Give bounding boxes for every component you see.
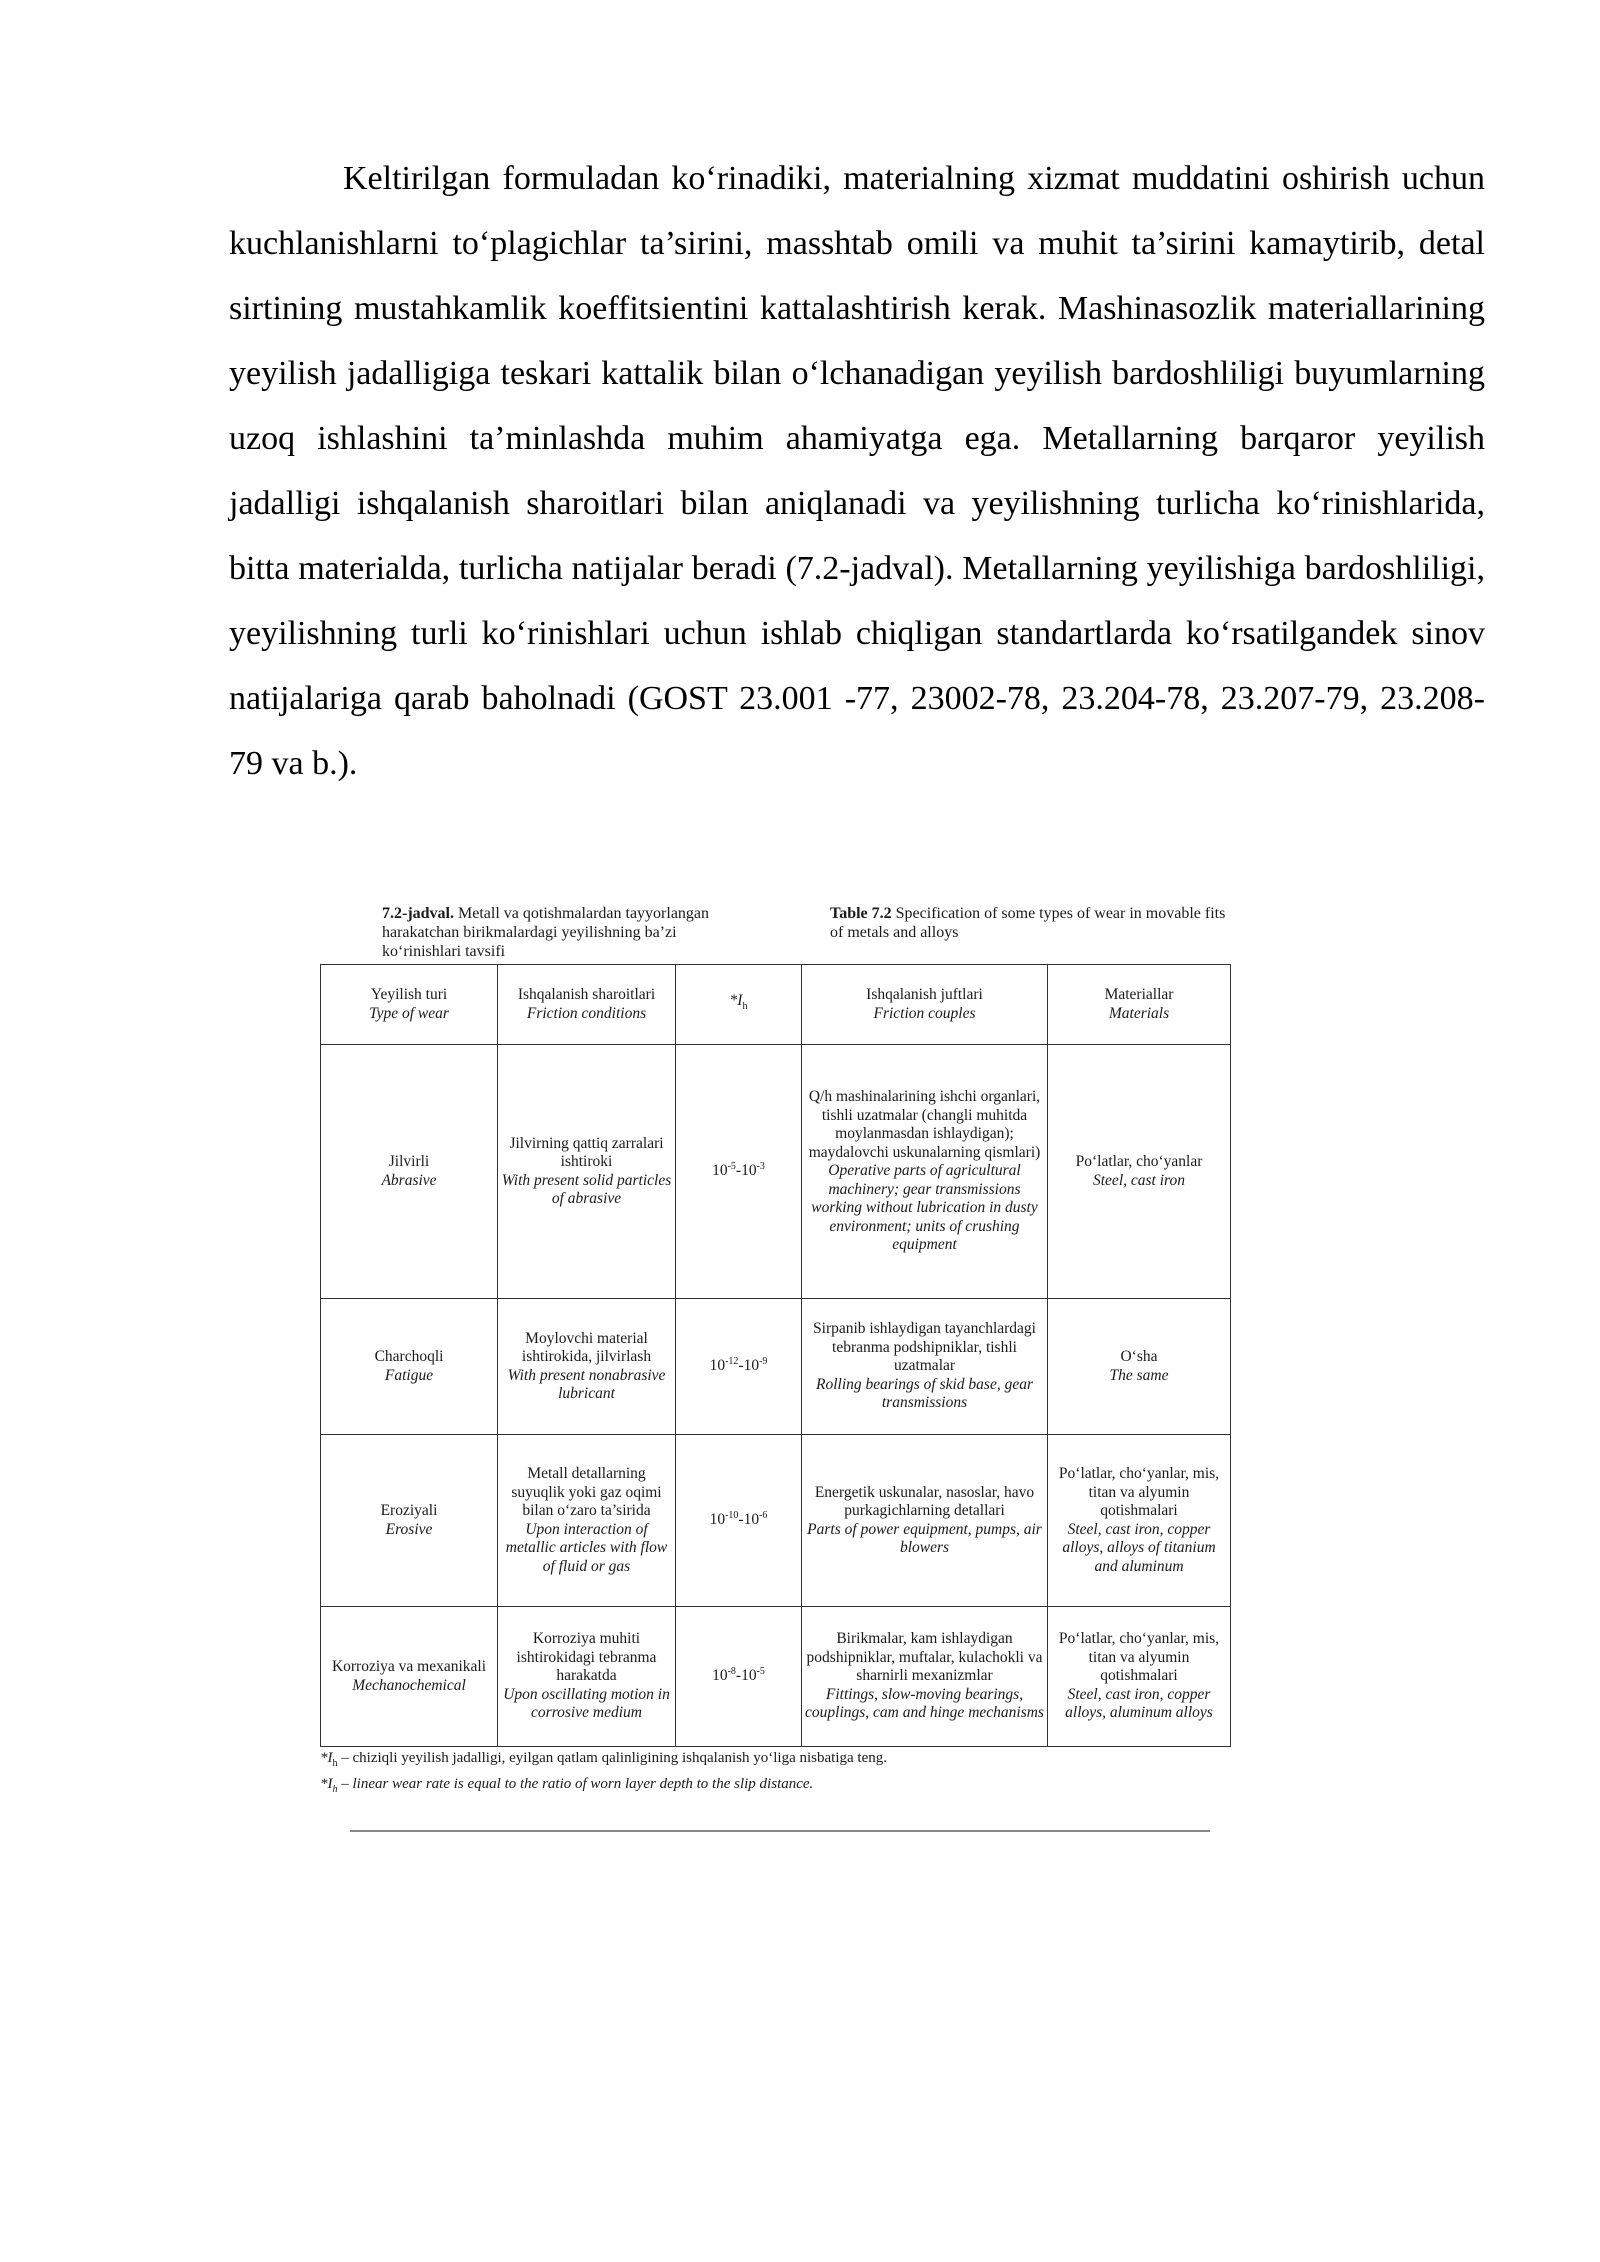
rate-base-1: 10 — [709, 1357, 726, 1375]
table-row — [321, 1435, 1231, 1607]
cell-conditions — [498, 1299, 676, 1435]
table-captions — [320, 904, 1230, 964]
table-row — [321, 1299, 1231, 1435]
couples-en: Parts of power equipment, pumps, air blowers — [807, 1520, 1042, 1556]
type-en: Mechanochemical — [352, 1676, 466, 1694]
type-uz: Eroziyali — [380, 1502, 438, 1519]
header-couples-uz: Ishqalanish juftlari — [866, 986, 983, 1003]
conditions-uz: Korroziya muhiti ishtirokidagi tebranma harakatda — [516, 1630, 657, 1685]
type-en: Fatigue — [384, 1366, 434, 1384]
header-conditions — [498, 965, 676, 1045]
header-rate-symbol: *I — [729, 992, 743, 1010]
materials-en: Steel, cast iron — [1093, 1171, 1185, 1189]
cell-conditions — [498, 1045, 676, 1299]
cell-couples — [802, 1435, 1048, 1607]
header-conditions-en: Friction conditions — [526, 1004, 647, 1022]
cell-couples — [802, 1607, 1048, 1747]
type-en: Erosive — [385, 1520, 433, 1538]
type-en: Abrasive — [381, 1171, 437, 1189]
caption-uzbek-text: Metall va qotishmalardan tayyorlangan harakatchan birikmalardagi yeyilishning ba’zi ko‘rinishlari tavsifi — [382, 905, 710, 960]
couples-en: Fittings, slow-moving bearings, couplings, cam and hinge mechanisms — [805, 1685, 1044, 1722]
conditions-en: Upon oscillating motion in corrosive medium — [503, 1685, 670, 1722]
footnote-uzbek — [320, 1748, 1230, 1774]
type-uz: Korroziya va mexanikali — [331, 1658, 487, 1675]
caption-uzbek-label: 7.2-jadval. — [382, 905, 454, 922]
header-materials-uz: Materiallar — [1104, 986, 1174, 1003]
rate-base-2: -10 — [735, 1162, 757, 1180]
header-conditions-uz: Ishqalanish sharoitlari — [517, 986, 656, 1003]
table-footnote — [320, 1748, 1230, 1800]
header-materials-en: Materials — [1108, 1004, 1170, 1022]
rate-exp-2: -9 — [759, 1356, 768, 1368]
header-type-uz: Yeyilish turi — [370, 986, 448, 1003]
rate-base-2: -10 — [735, 1667, 757, 1685]
footnote-en-text: – linear wear rate is equal to the ratio of worn layer depth to the slip distance. — [337, 1776, 814, 1792]
footnote-english — [320, 1774, 1230, 1800]
cell-wear-rate — [676, 1607, 802, 1747]
conditions-uz: Metall detallarning suyuqlik yoki gaz oqimi bilan o‘zaro ta’sirida — [511, 1465, 662, 1519]
table-row — [321, 1607, 1231, 1747]
cell-materials — [1048, 1299, 1231, 1435]
cell-wear-rate — [676, 1435, 802, 1607]
type-uz: Charchoqli — [374, 1348, 444, 1365]
cell-materials — [1048, 1045, 1231, 1299]
table-header-row — [321, 965, 1231, 1045]
conditions-uz: Jilvirning qattiq zarralari ishtiroki — [509, 1134, 664, 1170]
cell-couples — [802, 1299, 1048, 1435]
materials-uz: Po‘latlar, cho‘yanlar, mis, titan va alyumin qotishmalari — [1058, 1465, 1220, 1519]
table-figure — [320, 904, 1230, 1832]
header-type-en: Type of wear — [369, 1004, 449, 1022]
materials-uz: Po‘latlar, cho‘yanlar — [1075, 1153, 1203, 1170]
footnote-uz-symbol: *I — [320, 1750, 333, 1766]
conditions-en: With present solid particles of abrasive — [501, 1171, 672, 1207]
cell-type — [321, 1045, 498, 1299]
rate-base-2: -10 — [738, 1511, 760, 1529]
rate-exp-1: -8 — [727, 1666, 736, 1678]
rate-exp-2: -6 — [759, 1510, 768, 1522]
cell-type — [321, 1435, 498, 1607]
materials-en: The same — [1109, 1366, 1169, 1384]
cell-wear-rate — [676, 1045, 802, 1299]
cell-conditions — [498, 1607, 676, 1747]
cell-type — [321, 1607, 498, 1747]
header-type — [321, 965, 498, 1045]
caption-english-text: Specification of some types of wear in movable fits of metals and alloys — [830, 905, 1226, 941]
couples-uz: Q/h mashinalarining ishchi organlari, tishli uzatmalar (changli muhitda moylanmasdan ishlaydigan); maydalovchi uskunalarning qismlari) — [808, 1088, 1041, 1161]
footnote-en-subscript: h — [332, 1784, 338, 1795]
couples-uz: Birikmalar, kam ishlaydigan podshipniklar, muftalar, kulachokli va sharnirli mexanizmlar — [806, 1630, 1043, 1685]
couples-uz: Energetik uskunalar, nasoslar, havo purkagichlarning detallari — [814, 1483, 1035, 1519]
couples-uz: Sirpanib ishlaydigan tayanchlardagi tebranma podshipniklar, tishli uzatmalar — [813, 1320, 1036, 1375]
couples-en: Operative parts of agricultural machinery; gear transmissions working without lubrication in dusty environment; units of crushing equipment — [811, 1162, 1038, 1254]
couples-en: Rolling bearings of skid base, gear transmissions — [816, 1375, 1033, 1412]
cell-conditions — [498, 1435, 676, 1607]
rate-exp-2: -3 — [756, 1161, 765, 1173]
footnote-en-symbol: *I — [320, 1776, 333, 1792]
header-wear-rate — [676, 965, 802, 1045]
caption-english — [820, 904, 1230, 964]
cell-wear-rate — [676, 1299, 802, 1435]
rate-exp-2: -5 — [756, 1666, 765, 1678]
materials-uz: Po‘latlar, cho‘yanlar, mis, titan va alyumin qotishmalari — [1058, 1630, 1220, 1685]
figure-bottom-rule — [350, 1830, 1210, 1832]
caption-english-label: Table 7.2 — [830, 905, 892, 922]
cell-type — [321, 1299, 498, 1435]
header-rate-subscript: h — [742, 1001, 748, 1013]
conditions-uz: Moylovchi material ishtirokida, jilvirlash — [521, 1329, 652, 1365]
rate-base-2: -10 — [738, 1357, 760, 1375]
rate-base-1: 10 — [709, 1511, 726, 1529]
footnote-uz-text: – chiziqli yeyilish jadalligi, eyilgan qatlam qalinligining ishqalanish yo‘liga nisbatiga teng. — [337, 1750, 887, 1766]
rate-base-1: 10 — [712, 1667, 728, 1685]
materials-en: Steel, cast iron, copper alloys, alloys of titanium and aluminum — [1062, 1520, 1216, 1575]
cell-couples — [802, 1045, 1048, 1299]
materials-uz: O‘sha — [1120, 1348, 1158, 1365]
header-couples-en: Friction couples — [873, 1004, 976, 1022]
rate-exp-1: -12 — [725, 1356, 739, 1368]
materials-en: Steel, cast iron, copper alloys, aluminum alloys — [1065, 1685, 1213, 1722]
rate-exp-1: -5 — [727, 1161, 736, 1173]
footnote-uz-subscript: h — [332, 1758, 338, 1769]
rate-base-1: 10 — [712, 1162, 728, 1180]
conditions-en: With present nonabrasive lubricant — [507, 1366, 666, 1402]
conditions-en: Upon interaction of metallic articles with flow of fluid or gas — [505, 1520, 668, 1575]
wear-types-table — [320, 964, 1231, 1747]
table-row — [321, 1045, 1231, 1299]
header-couples — [802, 965, 1048, 1045]
type-uz: Jilvirli — [388, 1153, 430, 1170]
header-materials — [1048, 965, 1231, 1045]
cell-materials — [1048, 1607, 1231, 1747]
body-paragraph: Keltirilgan formuladan ko‘rinadiki, materialning xizmat muddatini oshirish uchun kuchlanishlarni to‘plagichlar ta’sirini, masshtab omili va muhit ta’sirini kamaytirib, detal sirtining mustahkamlik koeffitsientini kattalashtirish kerak. Mashinasozlik materiallarining yeyilish jadalligiga teskari kattalik bilan o‘lchanadigan yeyilish bardoshliligi buyumlarning uzoq ishlashini ta’minlashda muhim ahamiyatga ega. Metallarning barqaror yeyilish jadalligi ishqalanish sharoitlari bilan aniqlanadi va yeyilishning turlicha ko‘rinishlarida, bitta materialda, turlicha natijalar beradi (7.2-jadval). Metallarning yeyilishiga bardoshliligi, yeyilishning turli ko‘rinishlari uchun ishlab chiqligan standartlarda ko‘rsatilgandek sinov natijalariga qarab baholnadi (GOST 23.001 -77, 23002-78, 23.204-78, 23.207-79, 23.208-79 va b.). — [229, 160, 1485, 782]
cell-materials — [1048, 1435, 1231, 1607]
caption-uzbek — [320, 904, 742, 964]
rate-exp-1: -10 — [725, 1510, 739, 1522]
